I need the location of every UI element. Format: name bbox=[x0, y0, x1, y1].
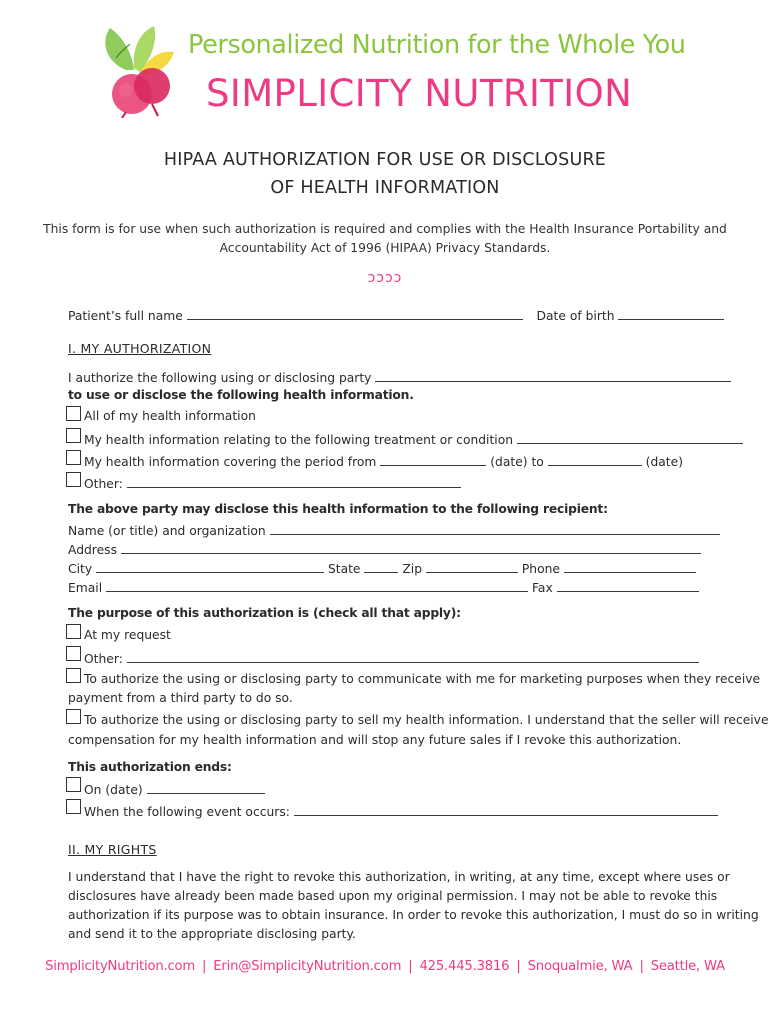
zip-field[interactable] bbox=[426, 560, 518, 573]
phone-label: Phone bbox=[521, 562, 560, 576]
checkbox-end-event[interactable] bbox=[66, 799, 81, 814]
intro-text: This form is for use when such authorization is required and complies with the Health Insurance Portability and bbox=[43, 222, 727, 236]
rights-paragraph-line1: I understand that I have the right to revoke this authorization, in writing, at any time, except where uses or bbox=[68, 870, 730, 884]
purpose-other-label: Other: bbox=[84, 652, 123, 666]
section-heading-rights: II. MY RIGHTS bbox=[68, 842, 157, 857]
footer-email-link[interactable]: Erin@SimplicityNutrition.com bbox=[213, 959, 402, 974]
document-title-line2: OF HEALTH INFORMATION bbox=[270, 178, 500, 198]
purpose-marketing-label: To authorize the using or disclosing party to communicate with me for marketing purposes when they receive bbox=[84, 672, 761, 686]
footer-contact bbox=[0, 959, 770, 974]
ends-date-row bbox=[84, 781, 265, 797]
patient-name-label: Patient’s full name bbox=[68, 309, 183, 323]
purpose-sell-label: To authorize the using or disclosing party to sell my health information. I understand that the seller will receive bbox=[84, 713, 769, 727]
rights-paragraph-line4: and send it to the appropriate disclosing party. bbox=[68, 927, 356, 941]
address-row bbox=[68, 541, 701, 557]
intro-text-line2: Accountability Act of 1996 (HIPAA) Privacy Standards. bbox=[219, 241, 551, 255]
rights-paragraph-line3: authorization if its purpose was to obtain insurance. In order to revoke this authorization, I must do so in writing bbox=[68, 908, 759, 922]
ends-event-row bbox=[84, 803, 718, 819]
document-title: HIPAA AUTHORIZATION FOR USE OR DISCLOSURE bbox=[163, 150, 607, 170]
footer-location-seattle: Seattle, WA bbox=[650, 959, 725, 974]
end-date-field[interactable] bbox=[147, 781, 265, 794]
dob-label: Date of birth bbox=[536, 309, 615, 323]
authorize-label: I authorize the following using or disclosing party bbox=[68, 371, 372, 385]
ornament: ↄↄↄↄ bbox=[367, 270, 403, 286]
purpose-heading: The purpose of this authorization is (check all that apply): bbox=[68, 606, 461, 620]
footer-website-link[interactable]: SimplicityNutrition.com bbox=[45, 959, 196, 974]
checkbox-sell[interactable] bbox=[66, 709, 81, 724]
option-other-row bbox=[84, 475, 461, 491]
email-field[interactable] bbox=[106, 579, 528, 592]
section-heading-authorization: I. MY AUTHORIZATION bbox=[68, 341, 212, 356]
checkbox-marketing[interactable] bbox=[66, 668, 81, 683]
treatment-field[interactable] bbox=[517, 431, 743, 444]
period-date-label: (date) bbox=[645, 455, 683, 469]
footer-separator: | bbox=[202, 959, 207, 974]
checkbox-all-info[interactable] bbox=[66, 406, 81, 421]
beet-logo-icon bbox=[96, 22, 184, 118]
footer-separator: | bbox=[639, 959, 644, 974]
city-row bbox=[68, 560, 696, 576]
option-period-row bbox=[84, 453, 683, 469]
name-org-label: Name (or title) and organization bbox=[68, 524, 266, 538]
name-org-field[interactable] bbox=[270, 522, 720, 535]
disclosing-party-field[interactable] bbox=[375, 369, 731, 382]
patient-name-row bbox=[68, 307, 724, 323]
state-label: State bbox=[327, 562, 361, 576]
option-other-label: Other: bbox=[84, 477, 123, 491]
city-field[interactable] bbox=[96, 560, 324, 573]
period-from-field[interactable] bbox=[380, 453, 486, 466]
checkbox-at-request[interactable] bbox=[66, 624, 81, 639]
brand-name: SIMPLICITY NUTRITION bbox=[206, 72, 633, 115]
checkbox-end-date[interactable] bbox=[66, 777, 81, 792]
purpose-marketing-label-line2: payment from a third party to do so. bbox=[68, 691, 293, 705]
option-treatment-row bbox=[84, 431, 743, 447]
email-label: Email bbox=[68, 581, 103, 595]
patient-name-field[interactable] bbox=[187, 307, 523, 320]
fax-label: Fax bbox=[531, 581, 553, 595]
purpose-request-label: At my request bbox=[84, 628, 171, 642]
checkbox-treatment[interactable] bbox=[66, 428, 81, 443]
end-event-field[interactable] bbox=[294, 803, 718, 816]
checkbox-other[interactable] bbox=[66, 472, 81, 487]
fax-field[interactable] bbox=[557, 579, 699, 592]
address-field[interactable] bbox=[121, 541, 701, 554]
name-org-row bbox=[68, 522, 720, 538]
city-label: City bbox=[68, 562, 93, 576]
option-period-label: My health information covering the period from bbox=[84, 455, 377, 469]
checkbox-period[interactable] bbox=[66, 450, 81, 465]
option-all-label: All of my health information bbox=[84, 409, 256, 423]
footer-location-snoqualmie: Snoqualmie, WA bbox=[527, 959, 633, 974]
footer-separator: | bbox=[516, 959, 521, 974]
other-info-field[interactable] bbox=[127, 475, 461, 488]
recipient-heading: The above party may disclose this health information to the following recipient: bbox=[68, 502, 608, 516]
address-label: Address bbox=[68, 543, 117, 557]
period-to-field[interactable] bbox=[548, 453, 642, 466]
purpose-sell-label-line2: compensation for my health information and will stop any future sales if I revoke this authorization. bbox=[68, 733, 682, 747]
footer-separator: | bbox=[408, 959, 413, 974]
checkbox-purpose-other[interactable] bbox=[66, 646, 81, 661]
dob-field[interactable] bbox=[618, 307, 724, 320]
authorize-row bbox=[68, 369, 731, 385]
state-field[interactable] bbox=[364, 560, 398, 573]
rights-paragraph-line2: disclosures have already been made based upon my original permission. I may not be able to revoke this bbox=[68, 889, 718, 903]
ends-date-label: On (date) bbox=[84, 783, 143, 797]
period-to-label: (date) to bbox=[490, 455, 544, 469]
ends-event-label: When the following event occurs: bbox=[84, 805, 290, 819]
purpose-other-row bbox=[84, 650, 699, 666]
tagline: Personalized Nutrition for the Whole You bbox=[188, 30, 686, 60]
phone-field[interactable] bbox=[564, 560, 696, 573]
use-disclose-text: to use or disclose the following health information. bbox=[68, 388, 414, 402]
zip-label: Zip bbox=[402, 562, 423, 576]
option-treatment-label: My health information relating to the following treatment or condition bbox=[84, 433, 514, 447]
purpose-other-field[interactable] bbox=[127, 650, 699, 663]
ends-heading: This authorization ends: bbox=[68, 760, 232, 774]
footer-phone: 425.445.3816 bbox=[419, 959, 510, 974]
email-row bbox=[68, 579, 699, 595]
